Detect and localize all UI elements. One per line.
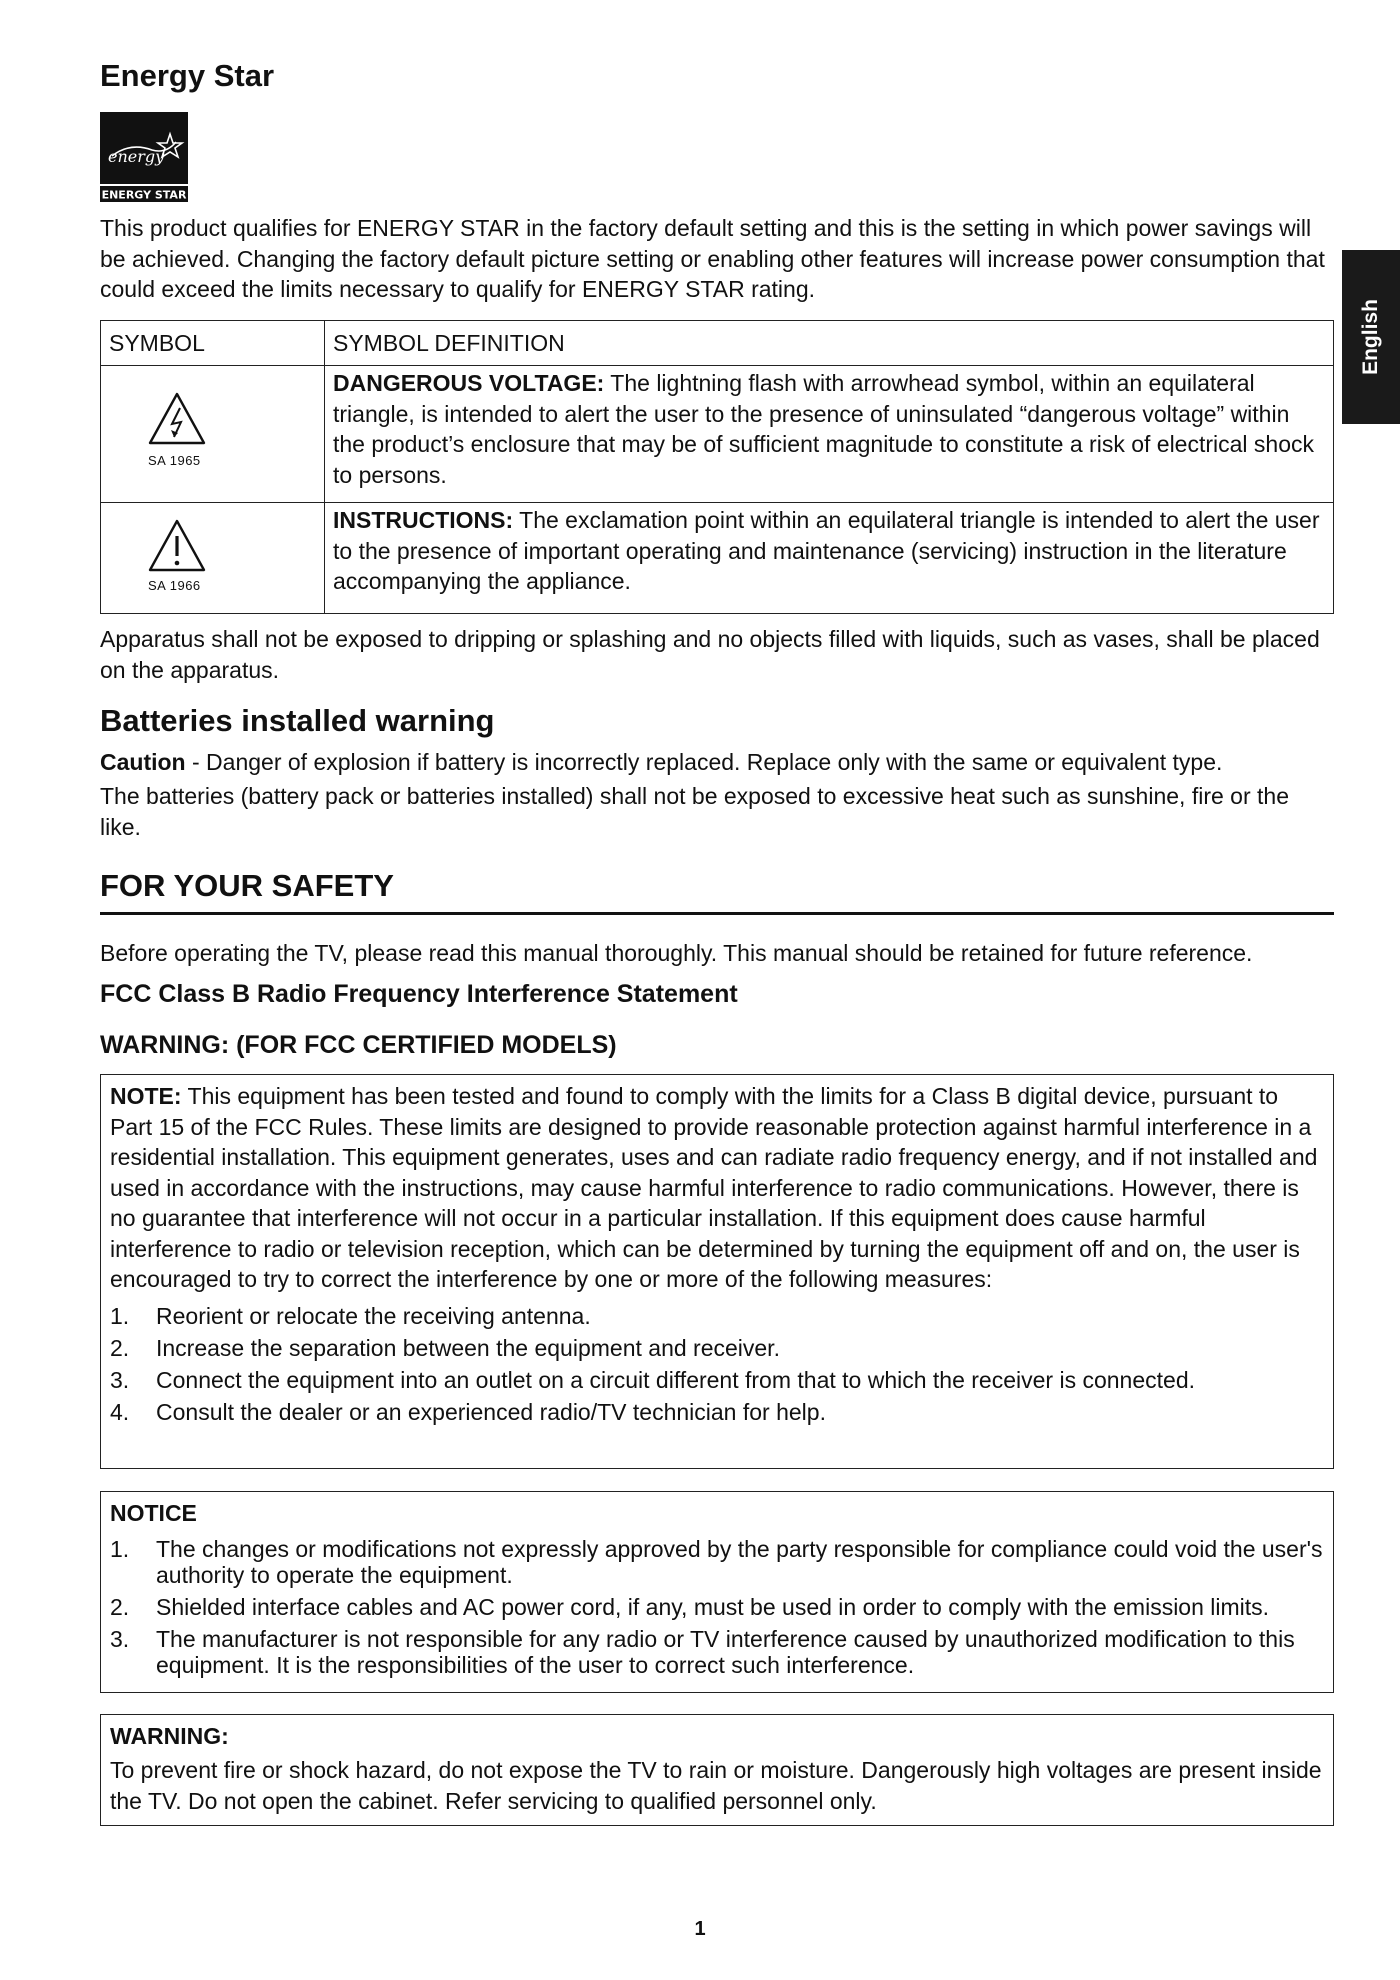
fcc-heading: FCC Class B Radio Frequency Interference Statement (100, 980, 738, 1008)
warning-title: WARNING: (110, 1723, 229, 1749)
svg-text:energy: energy (108, 147, 165, 166)
warning-box (100, 1714, 1334, 1826)
battery-caution (100, 747, 1334, 778)
definition-term: INSTRUCTIONS: (333, 507, 514, 533)
battery-heat-warning: The batteries (battery pack or batteries installed) shall not be exposed to excessive heat such as sunshine, fire or the like. (100, 783, 1289, 840)
list-item: 1. The changes or modifications not expressly approved by the party responsible for compliance could void the user's authority to operate the equipment. (110, 1536, 1323, 1588)
caution-text: - Danger of explosion if battery is incorrectly replaced. Replace only with the same or equivalent type. (185, 749, 1223, 775)
apparatus-warning: Apparatus shall not be exposed to dripping or splashing and no objects filled with liquids, such as vases, shall be placed on the apparatus. (100, 626, 1320, 683)
definition-text: The exclamation point within an equilateral triangle is intended to alert the user to the presence of important operating and maintenance (servicing) instruction in the literature accompanying the appliance. (333, 507, 1320, 594)
note-paragraph (110, 1081, 1324, 1295)
table-row (101, 503, 1334, 614)
energy-star-heading: Energy Star (100, 58, 275, 93)
lightning-warning-icon (147, 391, 207, 449)
definition-column-header: SYMBOL DEFINITION (325, 321, 1334, 366)
energy-star-logo-text: ENERGY STAR (101, 188, 187, 202)
symbol-table-header (101, 321, 1334, 366)
page-number: 1 (694, 1918, 706, 1940)
batteries-heading: Batteries installed warning (100, 703, 495, 738)
list-item: 4. Consult the dealer or an experienced radio/TV technician for help. (110, 1398, 826, 1425)
list-item: 3. Connect the equipment into an outlet on a circuit different from that to which the receiver is connected. (110, 1366, 1195, 1393)
note-box (100, 1074, 1334, 1469)
list-item: 2. Increase the separation between the equipment and receiver. (110, 1334, 780, 1361)
notice-list (110, 1536, 1324, 1678)
energy-star-logo-icon (100, 112, 188, 202)
note-label: NOTE: (110, 1083, 182, 1109)
list-item: 3. The manufacturer is not responsible for any radio or TV interference caused by unauthorized modification to this equipment. It is the responsibilities of the user to correct such interference. (110, 1626, 1295, 1678)
notice-title: NOTICE (110, 1500, 197, 1526)
notice-box (100, 1491, 1334, 1693)
symbol-code: SA 1965 (148, 453, 201, 468)
symbol-definition (325, 503, 1334, 614)
measures-list (110, 1303, 1324, 1426)
safety-intro: Before operating the TV, please read this manual thoroughly. This manual should be retained for future reference. (100, 940, 1253, 966)
note-text: This equipment has been tested and found to comply with the limits for a Class B digital device, pursuant to Part 15 of the FCC Rules. These limits are designed to provide reasonable protection against harmful interference in a residential installation. This equipment generates, uses and can radiate radio frequency energy, and if not installed and used in accordance with the instructions, may cause harmful interference to radio communications. However, there is no guarantee that interference will not occur in a particular installation. If this equipment does cause harmful interference to radio or television reception, which can be determined by turning the equipment off and on, the user is encouraged to try to correct the interference by one or more of the following measures: (110, 1083, 1318, 1292)
language-tab (1342, 250, 1400, 424)
list-item: 2. Shielded interface cables and AC power cord, if any, must be used in order to comply with the emission limits. (110, 1594, 1270, 1620)
warning-text: To prevent fire or shock hazard, do not expose the TV to rain or moisture. Dangerously high voltages are present inside the TV. Do not open the cabinet. Refer servicing to qualified personnel only. (110, 1757, 1322, 1814)
definition-term: DANGEROUS VOLTAGE: (333, 370, 605, 396)
symbol-definition (325, 366, 1334, 503)
symbol-column-header: SYMBOL (101, 321, 325, 366)
table-row (101, 366, 1334, 503)
exclamation-warning-icon (147, 518, 207, 576)
language-tab-label: English (1359, 299, 1382, 375)
symbol-code: SA 1966 (148, 578, 201, 593)
symbol-table (100, 320, 1334, 614)
fcc-warning-heading: WARNING: (FOR FCC CERTIFIED MODELS) (100, 1031, 617, 1059)
section-divider (100, 912, 1334, 915)
list-item: 1. Reorient or relocate the receiving antenna. (110, 1302, 591, 1329)
energy-star-intro: This product qualifies for ENERGY STAR in the factory default setting and this is the setting in which power savings will be achieved. Changing the factory default picture setting or enabling other features will increase power consumption that could exceed the limits necessary to qualify for ENERGY STAR rating. (100, 215, 1325, 302)
safety-heading: FOR YOUR SAFETY (100, 868, 394, 903)
caution-label: Caution (100, 749, 186, 775)
definition-text: The lightning flash with arrowhead symbol, within an equilateral triangle, is intended to alert the user to the presence of uninsulated “dangerous voltage” within the product’s enclosure that may be of sufficient magnitude to constitute a risk of electrical shock to persons. (333, 370, 1315, 488)
